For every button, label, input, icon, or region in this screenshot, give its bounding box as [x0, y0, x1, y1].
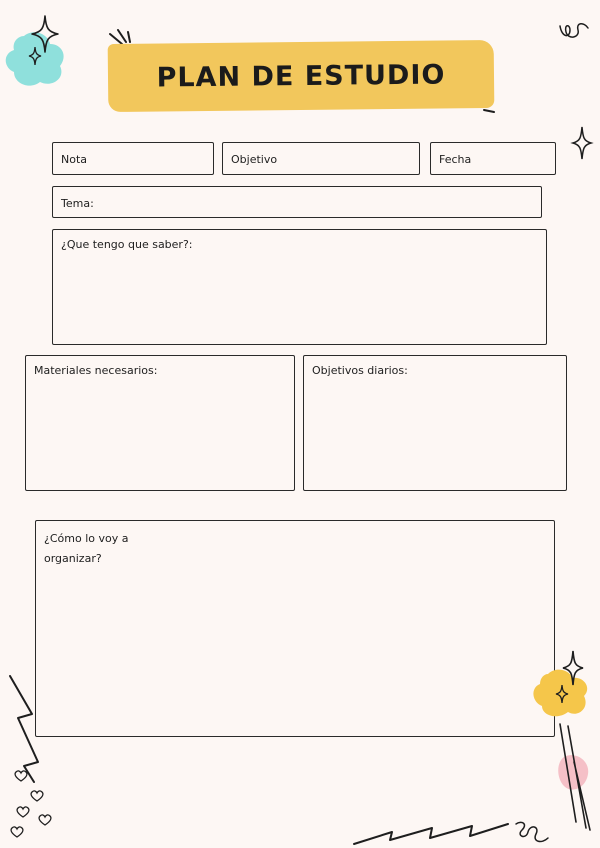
objetivos-diarios-box[interactable] — [303, 355, 567, 491]
organizar-box[interactable] — [35, 520, 555, 737]
organizar-label: ¿Cómo lo voy a organizar? — [44, 532, 129, 565]
heart-icon-5 — [10, 826, 24, 838]
small-sparkle-icon — [28, 46, 42, 66]
title-banner — [108, 40, 495, 112]
materiales-label: Materiales necesarios: — [34, 364, 158, 377]
small-sparkle-bottom-icon — [555, 684, 569, 704]
objetivo-label: Objetivo — [231, 153, 278, 166]
fecha-field[interactable] — [430, 142, 556, 175]
nota-label: Nota — [61, 153, 88, 166]
nota-field[interactable] — [52, 142, 214, 175]
heart-icon-3 — [16, 806, 30, 818]
que-saber-box[interactable] — [52, 229, 547, 345]
que-saber-label: ¿Que tengo que saber?: — [61, 238, 193, 251]
objetivo-field[interactable] — [222, 142, 420, 175]
tema-field[interactable] — [52, 186, 542, 218]
bottom-swirl-icon — [512, 818, 552, 846]
sparkle-right-icon — [572, 126, 592, 160]
materiales-box[interactable] — [25, 355, 295, 491]
heart-icon-4 — [38, 814, 52, 826]
sparkle-bottom-icon — [562, 650, 584, 686]
tema-label: Tema: — [61, 197, 94, 210]
page-title: PLAN DE ESTUDIO — [156, 58, 446, 94]
objetivos-diarios-label: Objetivos diarios: — [312, 364, 408, 377]
heart-icon-2 — [30, 790, 44, 802]
swirl-icon — [558, 18, 590, 42]
heart-icon — [14, 770, 28, 782]
zigzag-icon — [6, 674, 46, 784]
diagonal-lines-icon — [556, 722, 592, 832]
bottom-zigzag-icon — [352, 818, 512, 848]
fecha-label: Fecha — [439, 153, 472, 166]
